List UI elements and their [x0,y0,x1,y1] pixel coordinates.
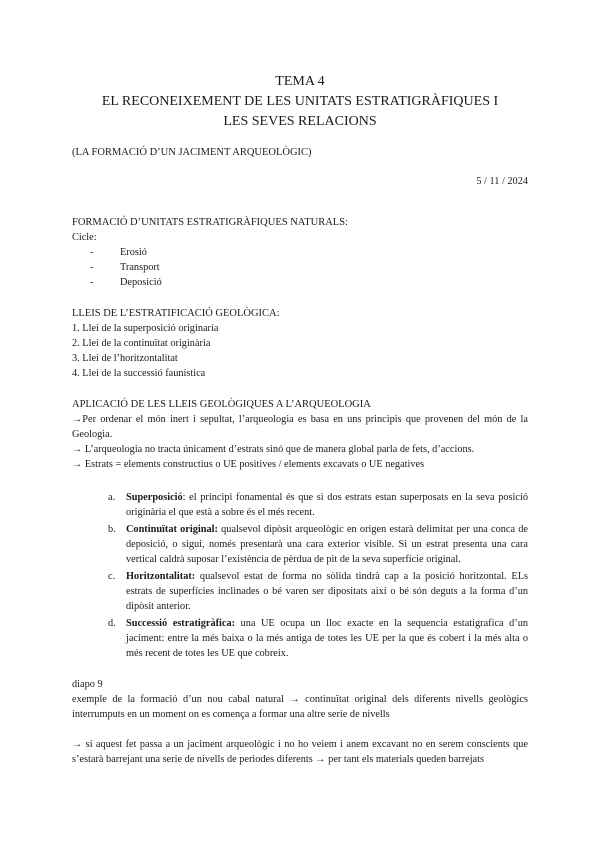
list-item [108,490,528,520]
dash-bullet: - [90,247,94,258]
list-item [108,616,528,661]
document-title [72,72,528,132]
section-heading: FORMACIÓ D’UNITATS ESTRATIGRÀFIQUES NATURALS: [72,217,348,228]
spacer [72,722,528,737]
dash-bullet: - [90,262,94,273]
slide-reference: diapo 9 [72,679,103,690]
list-item-text: Transport [120,262,160,273]
law-text: qualsevol dipòsit arqueològic en origen estarà delimitat per una conca de deposició, o sigui, només presentarà una cara exterior visible. Si un estrat presenta una cara vertical caldrà suposar l’existència de pèrdua de pit de la seva superfície original. [126,524,529,565]
note-paragraph: exemple de la formació d’un nou cabal natural → continuïtat original dels diferents nivells geològics interrumputs en un moment on es comença a formar una altre serie de nivells [72,694,528,720]
section-geological-laws [72,306,528,381]
list-item [108,569,528,614]
title-line-1: TEMA 4 [275,74,325,89]
cycle-label: Cicle: [72,232,97,243]
intro-paragraph: → Estrats = elements constructius o UE positives / elements excavats o UE negatives [72,459,425,470]
note-paragraph: → si aquest fet passa a un jaciment arqueològic i no ho veiem i anem excavant no en serem conscients que s’estarà barrejant una serie de nivells de periodes diferents → per tant els materials queden barrejats [72,739,528,765]
laws-detail-list [72,490,528,661]
dash-bullet: - [90,277,94,288]
list-marker: c. [108,571,116,582]
list-item [90,275,528,290]
intro-paragraph: →Per ordenar el món inert i sepultat, l’arqueologia es basa en uns principis que provenen del món de la Geologia. [72,414,528,440]
law-text: una UE ocupa un lloc exacte en la sequencia estatigrafica d’un jaciment: entre la més baixa o la més antiga de totes les UE per la que és cobert i la més alta o més recent de totes les UE que cobreix. [126,618,528,659]
list-marker: a. [108,492,116,503]
law-text: : el principi fonamental és que si dos estrats estan superposats en la seva posició originària el que està a sobre és el més recent. [126,492,528,518]
section-natural-units [72,215,528,290]
list-marker: d. [108,618,116,629]
list-item [90,245,528,260]
section-heading: LLEIS DE L’ESTRATIFICACIÓ GEOLÒGICA: [72,308,280,319]
law-term: Horitzontalitat: [126,571,196,582]
section-archaeology-application [72,397,528,661]
list-item [108,522,528,567]
law-item: 1. Llei de la superposició originaria [72,323,219,334]
law-item: 2. Llei de la continuïtat originària [72,338,211,349]
list-item-text: Erosió [120,247,147,258]
title-line-3: LES SEVES RELACIONS [223,114,377,129]
notes-section [72,677,528,767]
list-marker: b. [108,524,116,535]
document-subtitle: (LA FORMACIÓ D’UN JACIMENT ARQUEOLÒGIC) [72,147,312,158]
list-item-text: Deposició [120,277,162,288]
law-term: Continuïtat original: [126,524,218,535]
law-item: 4. Llei de la successió faunística [72,368,206,379]
document-date: 5 / 11 / 2024 [476,176,528,187]
law-term: Successió estratigràfica: [126,618,236,629]
law-item: 3. Llei de l’horitzontalitat [72,353,178,364]
law-term: Superposició [126,492,183,503]
section-heading: APLICACIÓ DE LES LLEIS GEOLÒGIQUES A L’ARQUEOLOGIA [72,399,371,410]
list-item [90,260,528,275]
law-text: qualsevol estat de forma no sòlida tindrà cap a la posició horitzontal. ELs estrats de superfícies inclinades o bé varen ser dipositats així o bé són deguts a la forma d’un dipòsit anterior. [126,571,528,612]
cycle-list [72,245,528,290]
title-line-2: EL RECONEIXEMENT DE LES UNITATS ESTRATIGRÀFIQUES I [101,94,499,109]
intro-paragraph: → L’arqueologia no tracta únicament d’estrats sinó que de manera global parla de fets, d’accions. [72,444,475,455]
